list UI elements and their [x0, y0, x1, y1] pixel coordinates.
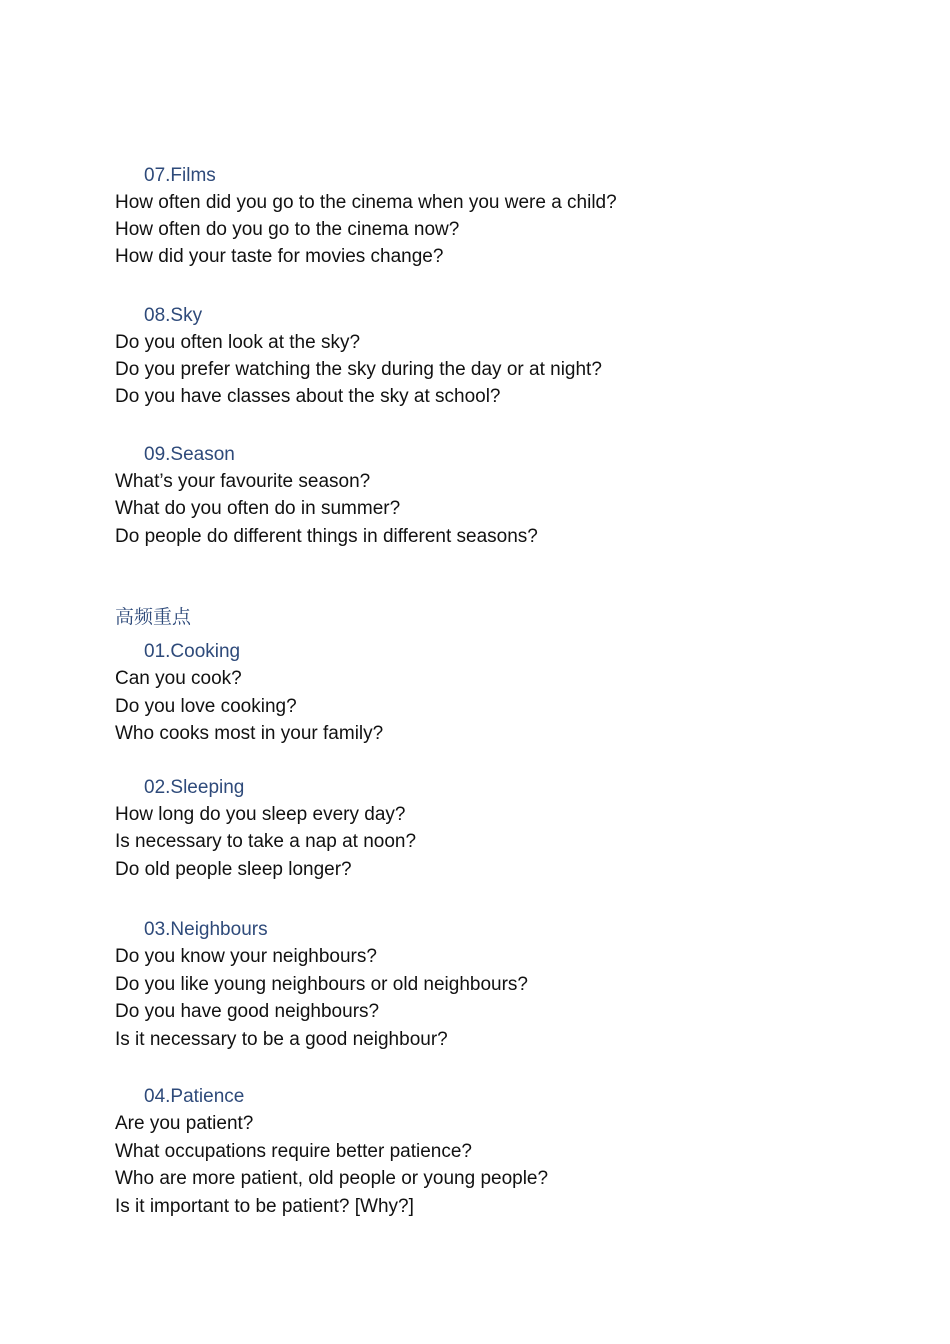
question-line: Who cooks most in your family? [115, 723, 384, 744]
topic-heading-films: 07.Films [144, 165, 216, 186]
question-line: How often did you go to the cinema when you were a child? [115, 192, 617, 213]
topic-heading-sleeping: 02.Sleeping [144, 777, 245, 798]
question-line: Do you like young neighbours or old neighbours? [115, 974, 528, 995]
question-line: Do you often look at the sky? [115, 332, 361, 353]
question-line: How long do you sleep every day? [115, 804, 406, 825]
question-line: Are you patient? [115, 1113, 254, 1134]
question-line: Is necessary to take a nap at noon? [115, 831, 417, 852]
question-line: What’s your favourite season? [115, 471, 371, 492]
question-line: Do you love cooking? [115, 696, 297, 717]
topic-heading-patience: 04.Patience [144, 1086, 245, 1107]
topic-heading-season: 09.Season [144, 444, 235, 465]
question-line: Is it important to be patient? [Why?] [115, 1196, 414, 1217]
section-title: 高频重点 [115, 607, 192, 628]
question-line: What do you often do in summer? [115, 498, 401, 519]
question-line: Is it necessary to be a good neighbour? [115, 1029, 448, 1050]
topic-heading-neighbours: 03.Neighbours [144, 919, 268, 940]
topic-heading-cooking: 01.Cooking [144, 641, 241, 662]
question-line: Do you know your neighbours? [115, 946, 377, 967]
question-line: Who are more patient, old people or young people? [115, 1168, 549, 1189]
question-line: How did your taste for movies change? [115, 246, 444, 267]
question-line: What occupations require better patience? [115, 1141, 472, 1162]
question-line: How often do you go to the cinema now? [115, 219, 460, 240]
topic-heading-sky: 08.Sky [144, 305, 203, 326]
question-line: Do you have good neighbours? [115, 1001, 380, 1022]
question-line: Can you cook? [115, 668, 242, 689]
question-line: Do you prefer watching the sky during the day or at night? [115, 359, 602, 380]
question-line: Do people do different things in different seasons? [115, 526, 538, 547]
question-line: Do old people sleep longer? [115, 859, 352, 880]
question-line: Do you have classes about the sky at school? [115, 386, 501, 407]
